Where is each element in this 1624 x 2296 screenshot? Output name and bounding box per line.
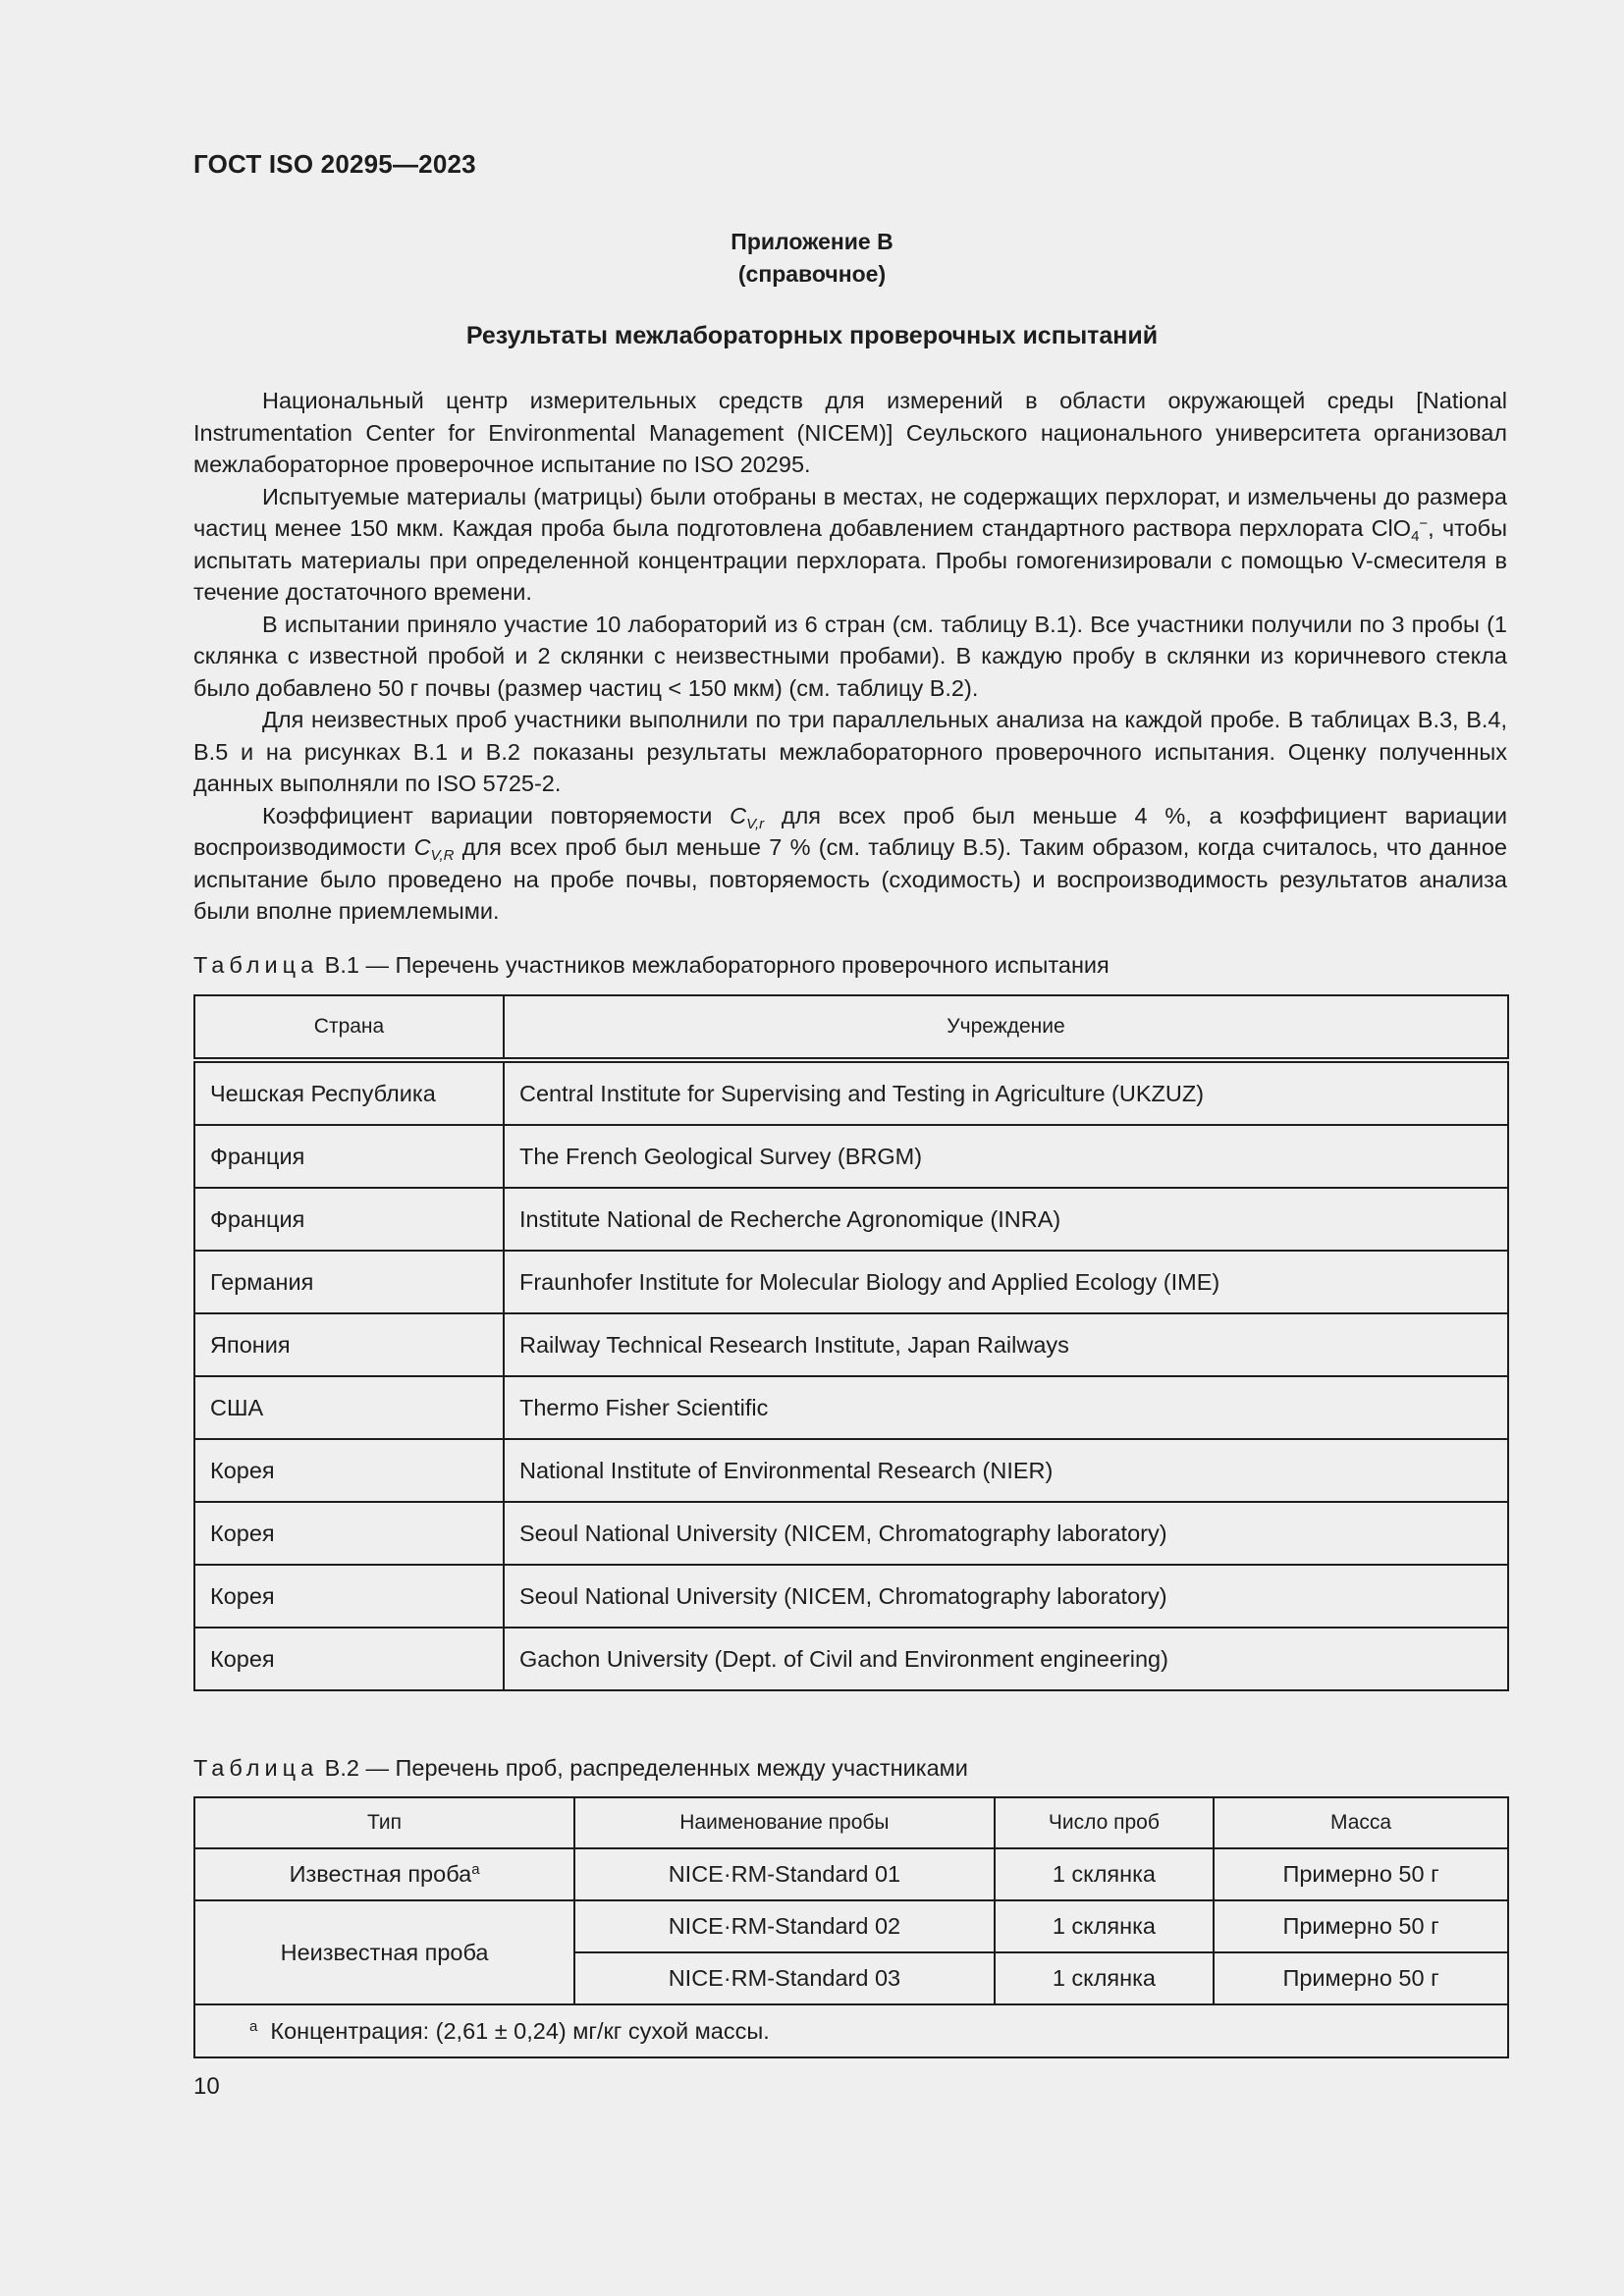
- paragraph-1: Национальный центр измерительных средств для измерений в области окружающей среды [National Instrumentation Center for Environmental Management (NICEM)] Сеульского национального университета организовал межлабораторное проверочное испытание по ISO 20295.: [193, 388, 1507, 477]
- footnote-text: Концентрация: (2,61 ± 0,24) мг/кг сухой массы.: [270, 2017, 770, 2044]
- paragraph-2-text-a: Испытуемые материалы (матрицы) были отобраны в местах, не содержащих перхлорат, и измельчены до размера частиц менее 150 мкм. Каждая проба была подготовлена добавлением стандартного раствора перхлората ClO: [193, 483, 1507, 541]
- table-row: [194, 1376, 1508, 1439]
- paragraph-2: [193, 481, 1507, 609]
- body-text: [193, 385, 1507, 928]
- country-cell: Япония: [194, 1313, 504, 1376]
- table-row: [194, 1060, 1508, 1125]
- institution-cell: Institute National de Recherche Agronomique (INRA): [504, 1188, 1508, 1251]
- institution-cell: Seoul National University (NICEM, Chromatography laboratory): [504, 1565, 1508, 1628]
- institution-cell: Seoul National University (NICEM, Chromatography laboratory): [504, 1502, 1508, 1565]
- sample-name-cell: NICE·RM-Standard 02: [574, 1900, 995, 1952]
- table-row: [194, 1125, 1508, 1188]
- country-cell: Корея: [194, 1628, 504, 1690]
- table2-caption: [193, 1755, 968, 1782]
- paragraph-5: [193, 800, 1507, 928]
- table-row: [194, 1502, 1508, 1565]
- count-cell: 1 склянка: [995, 1900, 1214, 1952]
- institution-cell: Central Institute for Supervising and Testing in Agriculture (UKZUZ): [504, 1060, 1508, 1125]
- table2-caption-label: Таблица: [193, 1755, 319, 1781]
- footnote-marker: а: [249, 2017, 258, 2035]
- country-cell: Корея: [194, 1565, 504, 1628]
- type-cell-known: [194, 1848, 574, 1900]
- cvR-subscript: V,R: [430, 847, 455, 864]
- column-header-type: Тип: [194, 1797, 574, 1848]
- country-cell: Германия: [194, 1251, 504, 1313]
- count-cell: 1 склянка: [995, 1952, 1214, 2004]
- table-footnote-row: [194, 2004, 1508, 2057]
- sample-name-cell: NICE·RM-Standard 03: [574, 1952, 995, 2004]
- institution-cell: Fraunhofer Institute for Molecular Biology and Applied Ecology (IME): [504, 1251, 1508, 1313]
- paragraph-5-text-b: для всех проб был меньше 4 %, а коэффициент вариации воспроизводимости: [193, 802, 1507, 860]
- participants-table: [193, 994, 1509, 1691]
- table-row: [194, 1439, 1508, 1502]
- standard-header: ГОСТ ISO 20295—2023: [193, 149, 476, 179]
- column-header-count: Число проб: [995, 1797, 1214, 1848]
- paragraph-4: Для неизвестных проб участники выполнили по три параллельных анализа на каждой пробе. В таблицах В.3, В.4, В.5 и на рисунках В.1 и В.2 показаны результаты межлабораторного проверочного испытания. Оценку полученных данных выполняли по ISO 5725-2.: [193, 707, 1507, 796]
- mass-cell: Примерно 50 г: [1214, 1900, 1508, 1952]
- table2-caption-text: В.2 — Перечень проб, распределенных между участниками: [318, 1755, 968, 1781]
- paragraph-2-text-b: , чтобы испытать материалы при определенной концентрации перхлората. Пробы гомогенизировали с помощью V-смесителя в течение достаточного времени.: [193, 515, 1507, 605]
- country-cell: Чешская Республика: [194, 1060, 504, 1125]
- appendix-title: Приложение В: [731, 229, 893, 254]
- table-row: [194, 1900, 1508, 1952]
- paragraph-3: В испытании приняло участие 10 лабораторий из 6 стран (см. таблицу В.1). Все участники получили по 3 пробы (1 склянка с известной пробой и 2 склянки с неизвестными пробами). В каждую пробу в склянки из коричневого стекла было добавлено 50 г почвы (размер частиц < 150 мкм) (см. таблицу В.2).: [193, 611, 1507, 701]
- footnote-marker: а: [471, 1861, 480, 1878]
- clo4-charge: −: [1419, 515, 1429, 532]
- known-type-label: Известная проба: [289, 1861, 472, 1887]
- mass-cell: Примерно 50 г: [1214, 1848, 1508, 1900]
- count-cell: 1 склянка: [995, 1848, 1214, 1900]
- type-cell-unknown: Неизвестная проба: [194, 1900, 574, 2004]
- institution-cell: Railway Technical Research Institute, Japan Railways: [504, 1313, 1508, 1376]
- table-row: [194, 1565, 1508, 1628]
- column-header-sample-name: Наименование пробы: [574, 1797, 995, 1848]
- table1-caption: [193, 952, 1110, 979]
- institution-cell: National Institute of Environmental Research (NIER): [504, 1439, 1508, 1502]
- table-row: [194, 1628, 1508, 1690]
- table1-caption-label: Таблица: [193, 952, 319, 978]
- column-header-mass: Масса: [1214, 1797, 1508, 1848]
- page-number: 10: [193, 2073, 220, 2100]
- column-header-country: Страна: [194, 995, 504, 1060]
- institution-cell: Gachon University (Dept. of Civil and Environment engineering): [504, 1628, 1508, 1690]
- table-row: [194, 1251, 1508, 1313]
- clo4-subscript: 4: [1411, 528, 1420, 545]
- country-cell: Корея: [194, 1439, 504, 1502]
- cvr-symbol: C: [730, 802, 747, 828]
- column-header-institution: Учреждение: [504, 995, 1508, 1060]
- table-footnote: [194, 2004, 1508, 2057]
- institution-cell: The French Geological Survey (BRGM): [504, 1125, 1508, 1188]
- country-cell: США: [194, 1376, 504, 1439]
- cvR-symbol: C: [413, 834, 431, 860]
- country-cell: Франция: [194, 1125, 504, 1188]
- appendix-heading: [0, 226, 1624, 291]
- sample-name-cell: NICE·RM-Standard 01: [574, 1848, 995, 1900]
- institution-cell: Thermo Fisher Scientific: [504, 1376, 1508, 1439]
- table-row: [194, 1188, 1508, 1251]
- paragraph-5-text-a: Коэффициент вариации повторяемости: [262, 802, 731, 828]
- country-cell: Франция: [194, 1188, 504, 1251]
- country-cell: Корея: [194, 1502, 504, 1565]
- table-row: [194, 1313, 1508, 1376]
- table-row: [194, 1848, 1508, 1900]
- paragraph-5-text-c: для всех проб был меньше 7 % (см. таблицу В.5). Таким образом, когда считалось, что данное испытание было проведено на пробе почвы, повторяемость (сходимость) и воспроизводимость результатов анализа были вполне приемлемыми.: [193, 834, 1507, 924]
- section-title: Результаты межлабораторных проверочных испытаний: [465, 322, 1159, 349]
- appendix-kind: (справочное): [737, 261, 887, 287]
- table1-caption-text: В.1 — Перечень участников межлабораторного проверочного испытания: [318, 952, 1110, 978]
- table-header-row: [194, 995, 1508, 1060]
- cvr-subscript: V,r: [746, 815, 765, 832]
- samples-table: [193, 1796, 1509, 2058]
- mass-cell: Примерно 50 г: [1214, 1952, 1508, 2004]
- table-header-row: [194, 1797, 1508, 1848]
